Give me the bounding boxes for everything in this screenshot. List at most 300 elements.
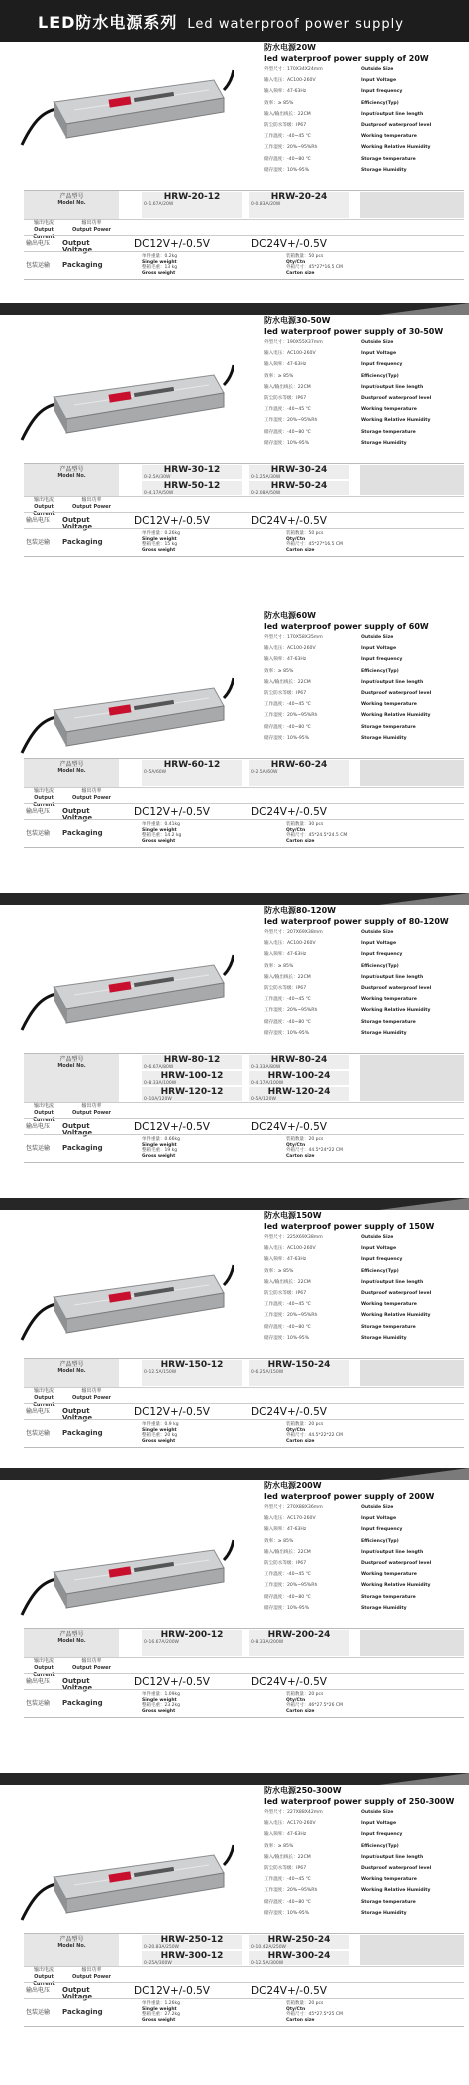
spec-label-en: Storage Humidity (361, 735, 407, 741)
single-weight-en: Single weight (142, 536, 177, 542)
spec-label-cn: 储存温度： (264, 1594, 287, 1600)
spec-label-en: Input/output line length (361, 679, 424, 685)
spec-value (264, 632, 323, 643)
spec-label-en: Input/output line length (361, 1854, 424, 1860)
output-voltage-value: DC24V+/-0.5V (251, 1406, 327, 1418)
output-voltage-value: DC24V+/-0.5V (251, 1985, 327, 1997)
spec-label-cn: 储存温度： (264, 429, 287, 435)
spec-label-cn: 输入电压： (264, 1516, 287, 1522)
spec-label-cn: 输入/输出线长： (264, 1854, 298, 1860)
voltage-row (24, 1403, 464, 1420)
model-detail: 0-20.83A/250W (144, 1945, 180, 1950)
spec-row (264, 1017, 464, 1028)
spec-value (264, 1536, 293, 1547)
output-voltage-value: DC24V+/-0.5V (251, 238, 327, 250)
spec-row (264, 1266, 464, 1277)
spec-label-en: Storage Humidity (361, 1605, 407, 1611)
output-voltage-value: DC12V+/-0.5V (134, 806, 210, 818)
model-cell (142, 1055, 242, 1069)
spec-table (24, 190, 464, 280)
packaging-right (286, 254, 343, 276)
spec-row (264, 938, 464, 949)
spec-row (264, 154, 464, 165)
model-detail: 0-25A/300W (144, 1961, 172, 1966)
spec-table (24, 1628, 464, 1718)
packaging-left (142, 254, 177, 276)
spec-label-cn: 储存湿度： (264, 1030, 287, 1036)
model-name: HRW-50-24 (270, 481, 328, 491)
model-name: HRW-120-24 (267, 1087, 331, 1097)
packaging-label (24, 820, 119, 848)
model-detail: 0-5A/60W (144, 770, 167, 775)
spec-value (264, 1885, 317, 1896)
spec-block (264, 1480, 464, 1614)
spec-label-cn: 输入/输出线长： (264, 1279, 298, 1285)
spec-value (264, 1277, 311, 1288)
spec-value-text: AC100-260V (286, 941, 316, 947)
output-row (24, 1966, 464, 1987)
output-power-en: Output Power (71, 1974, 112, 1980)
model-row (24, 1054, 464, 1102)
model-detail: 0-3.33A/80W (251, 1065, 281, 1070)
spec-value (264, 643, 316, 654)
output-power-cn: 输出功率 (81, 220, 102, 226)
single-weight-en: Single weight (142, 1427, 177, 1433)
power-supply-image (14, 1245, 234, 1365)
gross-weight: 整箱毛重：20 kg (142, 1433, 178, 1438)
spec-label-en: Storage Humidity (361, 1910, 407, 1916)
voltage-label-cn: 输出电压 (26, 1678, 51, 1685)
output-row (24, 496, 464, 517)
spec-label-cn: 效率： (264, 373, 278, 379)
spec-value (264, 699, 311, 710)
spec-label-en: Working temperature (361, 1302, 417, 1308)
spec-label-cn: 工作湿度： (264, 713, 287, 719)
spec-label-en: Efficiency(Typ) (361, 668, 399, 674)
spec-label-cn: 工作温度： (264, 1302, 287, 1308)
model-label (24, 1629, 119, 1657)
spec-label-en: Working temperature (361, 1572, 417, 1578)
packaging-left (142, 1137, 180, 1159)
spec-label-cn: 外型尺寸： (264, 1505, 287, 1510)
packaging-label-cn: 包装运输 (26, 539, 51, 546)
packaging-label-en: Packaging (62, 1429, 103, 1437)
spec-label-cn: 防尘防水等级： (264, 690, 297, 696)
single-weight: 单件重量：0.41kg (142, 822, 180, 827)
carton-qty: 装箱数量：20 pcs (286, 1137, 324, 1142)
spec-value (264, 1524, 306, 1535)
packaging-label (24, 1420, 119, 1448)
spec-label-cn: 输入频率： (264, 952, 287, 958)
spec-value (264, 1908, 309, 1919)
empty-model-cell (360, 1360, 464, 1386)
spec-value-text: AC170-260V (286, 1821, 316, 1827)
packaging-right (286, 2001, 343, 2023)
voltage-row (24, 235, 464, 252)
voltage-row (24, 1118, 464, 1135)
model-detail: 0-16.67A/200W (144, 1640, 180, 1645)
spec-row (264, 415, 464, 426)
spec-value (264, 1232, 323, 1243)
output-current-cn: 输出电流 (33, 220, 54, 226)
spec-value-text: -40~80 ℃ (286, 1019, 311, 1025)
divider-accent (379, 303, 469, 315)
gross-weight-en: Gross weight (142, 1153, 176, 1159)
spec-value-text: -40~45 ℃ (286, 1877, 311, 1883)
spec-label-cn: 防尘防水等级： (264, 1290, 297, 1296)
spec-value-text: 225X69X38mm (286, 1235, 323, 1240)
spec-row (264, 1874, 464, 1885)
spec-label-cn: 效率： (264, 963, 278, 969)
voltage-label-en: Output Voltage (62, 516, 93, 531)
empty-model-cell (360, 1935, 464, 1965)
model-label (24, 464, 119, 496)
model-cell (142, 1071, 242, 1085)
model-cell (249, 760, 349, 786)
spec-value-text: ≥ 85% (277, 668, 294, 674)
output-label (24, 1967, 119, 1987)
spec-label-en: Working temperature (361, 997, 417, 1003)
spec-row (264, 1818, 464, 1829)
spec-value (264, 64, 323, 75)
spec-value-text: 22CM (297, 1549, 311, 1555)
spec-block (264, 315, 464, 449)
model-cell (249, 1071, 349, 1085)
model-name: HRW-300-24 (267, 1951, 331, 1961)
spec-row (264, 1863, 464, 1874)
model-name: HRW-120-12 (160, 1087, 224, 1097)
page-title-en: Led waterproof power supply (187, 17, 404, 32)
spec-label-en: Working Relative Humidity (361, 1008, 431, 1014)
model-label-en: Model No. (57, 1063, 86, 1069)
spec-table (24, 463, 464, 557)
model-name: HRW-150-12 (160, 1360, 224, 1370)
output-power-cn: 输出功率 (81, 1388, 102, 1394)
header-banner (0, 0, 469, 42)
spec-label-en: Input Voltage (361, 646, 397, 652)
spec-label-en: Efficiency(Typ) (361, 100, 399, 106)
carton-qty-en: Qty/Ctn (286, 1427, 306, 1433)
spec-value-text: 190X55X37mm (286, 340, 323, 345)
gross-weight: 整箱毛重：19 kg (142, 1148, 178, 1153)
spec-label-cn: 外型尺寸： (264, 1810, 287, 1815)
single-weight-en: Single weight (142, 1697, 177, 1703)
packaging-left (142, 531, 180, 553)
spec-row (264, 86, 464, 97)
spec-row (264, 109, 464, 120)
spec-label-cn: 储存湿度： (264, 1605, 287, 1611)
model-label-en: Model No. (57, 1943, 86, 1949)
carton-qty-en: Qty/Ctn (286, 1142, 306, 1148)
spec-label-cn: 工作湿度： (264, 418, 287, 424)
spec-value-text: 47-63Hz (286, 657, 307, 663)
model-cell (142, 481, 242, 495)
spec-row (264, 1005, 464, 1016)
model-cell (249, 1087, 349, 1101)
carton-size-en: Carton size (286, 1708, 315, 1714)
spec-label-cn: 效率： (264, 100, 278, 106)
gross-weight: 整箱毛重：13 kg (142, 265, 178, 270)
model-detail: 0-12.5A/300W (251, 1961, 284, 1966)
packaging-label-cn: 包装运输 (26, 2009, 51, 2016)
voltage-label-en: Output Voltage (62, 1986, 93, 2001)
output-power-en: Output Power (71, 795, 112, 801)
packaging-label-en: Packaging (62, 1144, 103, 1152)
spec-label-cn: 输入频率： (264, 1527, 287, 1533)
spec-block (264, 905, 464, 1039)
spec-value-text: ≥ 85% (277, 100, 294, 106)
spec-row (264, 1299, 464, 1310)
model-cell (249, 1055, 349, 1069)
section-divider (0, 1198, 469, 1210)
output-voltage-value: DC24V+/-0.5V (251, 806, 327, 818)
output-row (24, 1387, 464, 1408)
voltage-label-en: Output Voltage (62, 1407, 93, 1422)
spec-row (264, 699, 464, 710)
model-name: HRW-80-24 (270, 1055, 328, 1065)
spec-label-en: Storage temperature (361, 724, 416, 730)
output-power-en: Output Power (71, 504, 112, 510)
spec-value (264, 710, 317, 721)
section-title-cn: 防水电源60W (264, 611, 316, 620)
model-label (24, 191, 119, 219)
spec-value (264, 1266, 293, 1277)
spec-row (264, 165, 464, 176)
packaging-right (286, 1137, 343, 1159)
spec-label-cn: 输入电压： (264, 941, 287, 947)
output-label (24, 788, 119, 808)
carton-size: 外箱尺寸：46*27.5*26 CM (286, 1703, 343, 1708)
spec-label-en: Input Voltage (361, 1516, 397, 1522)
spec-label-cn: 效率： (264, 1538, 278, 1544)
section-title-en: led waterproof power supply of 150W (264, 1222, 435, 1231)
gross-weight: 整箱毛重：14.2 kg (142, 833, 182, 838)
spec-value (264, 1818, 316, 1829)
spec-label-cn: 输入频率： (264, 362, 287, 368)
spec-label-en: Dustproof waterproof level (361, 1865, 432, 1871)
output-current-en: Output Current (33, 1974, 55, 1987)
model-label-cn: 产品型号 (59, 1361, 84, 1368)
spec-value (264, 983, 306, 994)
spec-label-en: Input frequency (361, 952, 403, 958)
spec-row (264, 120, 464, 131)
output-row (24, 219, 464, 240)
single-weight-en: Single weight (142, 827, 177, 833)
spec-label-cn: 储存温度： (264, 1324, 287, 1330)
voltage-row (24, 1673, 464, 1690)
spec-value-text: 20%~95%Rh (286, 713, 318, 719)
spec-value (264, 1333, 309, 1344)
single-weight: 单件重量：1.26kg (142, 2001, 180, 2006)
spec-value-text: 10%-95% (286, 1335, 310, 1341)
model-name: HRW-200-12 (160, 1630, 224, 1640)
packaging-label-cn: 包装运输 (26, 1430, 51, 1437)
model-row (24, 191, 464, 219)
spec-label-cn: 输入频率： (264, 1832, 287, 1838)
packaging-right (286, 822, 347, 844)
spec-label-en: Efficiency(Typ) (361, 1843, 399, 1849)
carton-size-en: Carton size (286, 547, 315, 553)
spec-label-en: Outside Size (361, 635, 394, 640)
spec-label-cn: 防尘防水等级： (264, 395, 297, 401)
spec-label-en: Outside Size (361, 1810, 394, 1815)
power-supply-image (14, 50, 234, 170)
spec-value-text: 20%~95%Rh (286, 1008, 318, 1014)
output-power-en: Output Power (71, 1665, 112, 1671)
spec-block (264, 1785, 464, 1919)
output-power-cn: 输出功率 (81, 1658, 102, 1664)
spec-row (264, 1322, 464, 1333)
spec-row (264, 643, 464, 654)
divider-accent (379, 1198, 469, 1210)
spec-label-cn: 储存湿度： (264, 440, 287, 446)
output-current-en: Output Current (33, 504, 55, 517)
page-title (38, 10, 404, 33)
spec-label-cn: 输入频率： (264, 1257, 287, 1263)
output-label (24, 1103, 119, 1123)
section-title-cn: 防水电源20W (264, 43, 316, 52)
model-label-cn: 产品型号 (59, 1056, 84, 1063)
spec-label-en: Storage Humidity (361, 167, 407, 173)
model-name: HRW-80-12 (163, 1055, 221, 1065)
output-row (24, 1102, 464, 1123)
spec-label-en: Efficiency(Typ) (361, 1538, 399, 1544)
spec-value-text: -40~80 ℃ (286, 429, 311, 435)
model-label-en: Model No. (57, 1368, 86, 1374)
spec-value-text: 22CM (297, 111, 311, 117)
voltage-label-cn: 输出电压 (26, 1123, 51, 1130)
output-voltage-value: DC12V+/-0.5V (134, 515, 210, 527)
spec-label-cn: 输入/输出线长： (264, 111, 298, 117)
spec-value (264, 1005, 317, 1016)
carton-qty: 装箱数量：20 pcs (286, 1692, 324, 1697)
output-current-en: Output Current (33, 227, 55, 240)
spec-value-text: -40~45 ℃ (286, 997, 311, 1003)
spec-label-en: Input/output line length (361, 974, 424, 980)
packaging-left (142, 1692, 180, 1714)
spec-value-text: 20%~95%Rh (286, 1583, 318, 1589)
model-name: HRW-20-12 (163, 192, 221, 202)
spec-label-en: Input/output line length (361, 1279, 424, 1285)
spec-value (264, 1502, 323, 1513)
spec-value-text: IP67 (296, 1290, 307, 1296)
spec-value-text: ≥ 85% (277, 1843, 294, 1849)
output-current-cn: 输出电流 (33, 788, 54, 794)
output-power-label (69, 1967, 114, 1981)
carton-size-en: Carton size (286, 838, 315, 844)
model-detail: 0-2.08A/50W (251, 491, 281, 496)
model-cell (249, 465, 349, 479)
spec-row (264, 1547, 464, 1558)
spec-row (264, 1852, 464, 1863)
model-cell (249, 1360, 349, 1386)
model-name: HRW-50-12 (163, 481, 221, 491)
spec-row (264, 1254, 464, 1265)
spec-row (264, 972, 464, 983)
model-detail: 0-12.5A/150W (144, 1370, 177, 1375)
spec-row (264, 666, 464, 677)
voltage-label-en: Output Voltage (62, 1122, 93, 1137)
output-voltage-value: DC24V+/-0.5V (251, 1121, 327, 1133)
spec-label-en: Input Voltage (361, 78, 397, 84)
voltage-label (24, 1404, 119, 1420)
spec-label-en: Working temperature (361, 702, 417, 708)
packaging-label-en: Packaging (62, 2008, 103, 2016)
spec-label-en: Storage Humidity (361, 1335, 407, 1341)
spec-value-text: -40~45 ℃ (286, 702, 311, 708)
spec-label-cn: 防尘防水等级： (264, 1560, 297, 1566)
spec-row (264, 1603, 464, 1614)
model-detail: 0-0.83A/20W (251, 202, 281, 207)
spec-value (264, 938, 316, 949)
output-power-en: Output Power (71, 1110, 112, 1116)
single-weight: 单件重量：0.9 kg (142, 1422, 179, 1427)
spec-row (264, 1243, 464, 1254)
spec-label-en: Input frequency (361, 1832, 403, 1838)
output-power-label (69, 1388, 114, 1402)
output-row (24, 1657, 464, 1678)
spec-value-text: 20%~95%Rh (286, 1313, 318, 1319)
single-weight-en: Single weight (142, 2006, 177, 2012)
model-cell (142, 1630, 242, 1656)
carton-size: 外箱尺寸：45*27.5*25 CM (286, 2012, 343, 2017)
spec-value-text: AC100-260V (286, 646, 316, 652)
spec-value-text: 10%-95% (286, 735, 310, 741)
spec-row (264, 677, 464, 688)
section-title-en: led waterproof power supply of 60W (264, 622, 429, 631)
spec-value-text: 22CM (297, 679, 311, 685)
spec-value (264, 348, 316, 359)
spec-row (264, 1232, 464, 1243)
spec-label-cn: 输入/输出线长： (264, 679, 298, 685)
spec-row (264, 722, 464, 733)
model-label-en: Model No. (57, 768, 86, 774)
spec-label-cn: 外型尺寸： (264, 1235, 287, 1240)
model-detail: 0-2.5A/30W (144, 475, 171, 480)
spec-value-text: IP67 (296, 690, 307, 696)
empty-model-cell (360, 465, 464, 495)
carton-size: 外箱尺寸：45*27*16.5 CM (286, 542, 343, 547)
spec-row (264, 949, 464, 960)
model-cell (249, 1630, 349, 1656)
spec-value (264, 961, 293, 972)
voltage-label-cn: 输出电压 (26, 808, 51, 815)
voltage-label-cn: 输出电压 (26, 1987, 51, 1994)
output-power-label (69, 1103, 114, 1117)
spec-table (24, 1933, 464, 2027)
spec-label-cn: 效率： (264, 1268, 278, 1274)
single-weight-en: Single weight (142, 259, 177, 265)
spec-label-en: Storage temperature (361, 1324, 416, 1330)
spec-row (264, 1841, 464, 1852)
voltage-row (24, 1982, 464, 1999)
carton-qty: 装箱数量：20 pcs (286, 1422, 324, 1427)
spec-label-en: Working Relative Humidity (361, 713, 431, 719)
spec-value (264, 359, 306, 370)
spec-label-cn: 工作湿度： (264, 1313, 287, 1319)
spec-value (264, 1829, 306, 1840)
output-current-cn: 输出电流 (33, 1658, 54, 1664)
spec-value (264, 75, 316, 86)
spec-label-en: Storage temperature (361, 1899, 416, 1905)
spec-value (264, 393, 306, 404)
spec-row (264, 1288, 464, 1299)
spec-value-text: 47-63Hz (286, 952, 307, 958)
carton-size-en: Carton size (286, 1153, 315, 1159)
model-row (24, 1359, 464, 1387)
model-detail: 0-4.17A/100W (251, 1081, 284, 1086)
spec-row (264, 131, 464, 142)
